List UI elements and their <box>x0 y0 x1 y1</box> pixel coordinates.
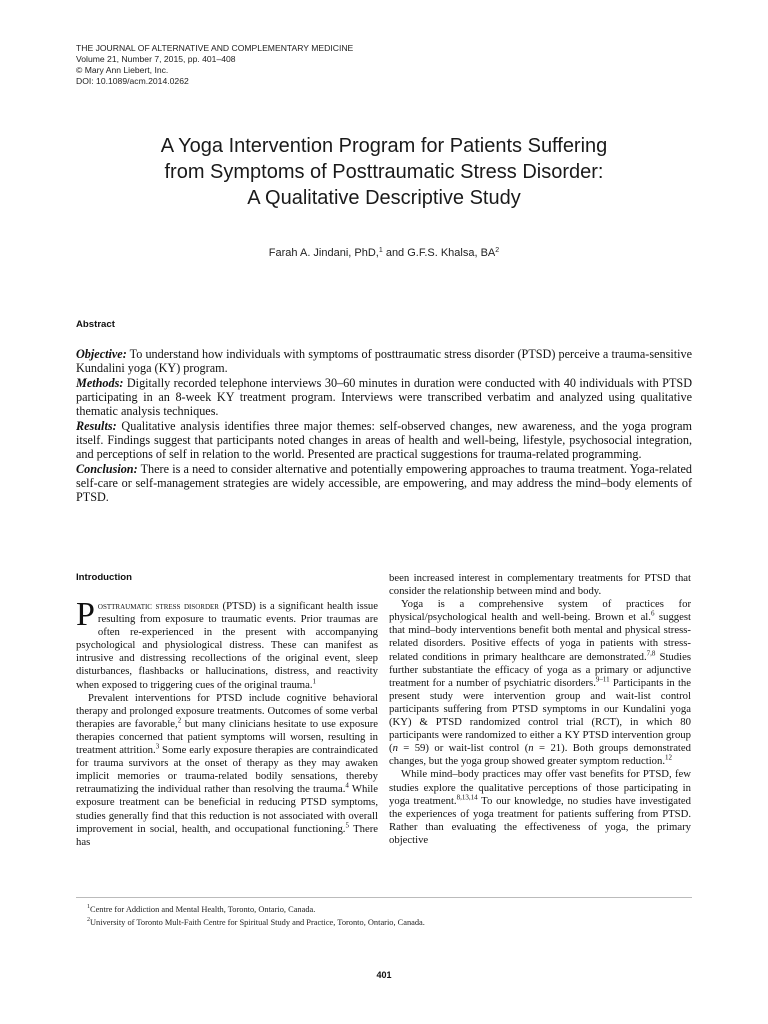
conclusion-text: There is a need to consider alternative and potentially empowering approaches to trauma treatment. Yoga-related self-care or self-management strategies are widely accessible, are empowering, and may address the mind–body elements of PTSD. <box>76 461 692 505</box>
intro-paragraph-3 <box>389 598 691 768</box>
methods-label: Methods: <box>76 375 124 390</box>
results-text: Qualitative analysis identifies three major themes: self-observed changes, new awareness, and the yoga program itself. Findings suggest that participants noted changes in areas of health and well-being, lifestyle, psychosocial integration, and perceptions of self in relation to the world. Presented are practical suggestions for trauma-related programming. <box>76 418 692 462</box>
right-column <box>389 572 691 847</box>
journal-doi: DOI: 10.1089/acm.2014.0262 <box>76 76 189 86</box>
intro-paragraph-cont: been increased interest in complementary treatments for PTSD that consider the relationship between mind and body. <box>389 572 691 598</box>
journal-name: THE JOURNAL OF ALTERNATIVE AND COMPLEMENTARY MEDICINE <box>76 43 354 53</box>
footnote-divider <box>76 897 692 898</box>
page-number: 401 <box>376 970 392 980</box>
citation: 8,13,14 <box>456 793 478 802</box>
intro-smallcaps: osttraumatic stress disorder <box>97 600 219 612</box>
introduction-heading: Introduction <box>76 572 132 583</box>
objective-text: To understand how individuals with symptoms of posttraumatic stress disorder (PTSD) perceive a trauma-sensitive Kundalini yoga (KY) program. <box>76 347 692 376</box>
drop-cap: P <box>76 596 95 633</box>
intro-p2-text-b: but many clinicians hesitate to use exposure therapies concerned that patient symptoms will worsen, resulting in treatment attrition. <box>76 717 378 757</box>
title-line-3: A Qualitative Descriptive Study <box>247 187 521 209</box>
citation: 5 <box>345 821 349 830</box>
sample-n: n <box>392 742 398 755</box>
author-1-affiliation: 1 <box>378 247 383 254</box>
footnote-marker: 2 <box>87 916 90 923</box>
footnote-marker: 1 <box>87 904 90 910</box>
results-label: Results: <box>76 418 117 433</box>
intro-r1-text-e: = 59) or wait-list control ( <box>397 742 529 755</box>
article-title <box>60 133 708 211</box>
methods-text: Digitally recorded telephone interviews 30–60 minutes in duration were conducted with 40 individuals with PTSD participating in an 8-week KY treatment program. Interviews were transcribed verbatim and analyzed using qualitative thematic analysis techniques. <box>76 375 692 419</box>
intro-paragraph-4 <box>389 768 691 847</box>
citation: 3 <box>155 742 160 751</box>
author-1: Farah A. Jindani, PhD, <box>268 247 379 259</box>
intro-p2-text-e: There has <box>76 822 378 848</box>
journal-publisher: © Mary Ann Liebert, Inc. <box>76 65 169 75</box>
conclusion-label: Conclusion: <box>76 461 138 476</box>
intro-r2-text-b: To our knowledge, no studies have investigated the experiences of yoga treatment for patients suffering from PTSD. Rather than evaluating the effectiveness of yoga, the primary objective <box>389 794 691 846</box>
title-line-2: from Symptoms of Posttraumatic Stress Disorder: <box>164 161 604 183</box>
intro-r1-text-f: = 21). Both groups demonstrated changes, but the yoga group showed greater symptom reduction. <box>389 742 691 768</box>
journal-header <box>76 43 596 87</box>
citation: 7,8 <box>646 649 656 657</box>
abstract-objective <box>76 347 692 376</box>
abstract-body <box>76 347 692 505</box>
citation: 2 <box>177 716 182 725</box>
citation: 1 <box>312 677 317 685</box>
intro-paragraph-2 <box>76 692 378 849</box>
intro-r1-text-b: suggest that mind–body interventions benefit both mental and physical stress-related disorders. Positive effects of yoga in patients with stress-related conditions in primary healthcare are demonstrated. <box>389 611 691 663</box>
intro-paragraph-1 <box>76 596 378 692</box>
intro-r1-text-c: Studies further substantiate the efficacy of yoga as a primary or adjunctive treatment for a number of psychiatric disorders. <box>389 650 691 689</box>
intro-p2-text-a: Prevalent interventions for PTSD include cognitive behavioral therapy and prolonged exposure treatments. Outcomes of some verbal therapies are favorable, <box>76 691 378 730</box>
intro-r1-text-a: Yoga is a comprehensive system of practices for physical/psychological health and well-being. Brown et al. <box>389 598 691 624</box>
citation: 6 <box>650 609 655 618</box>
author-2-affiliation: 2 <box>495 247 500 254</box>
sample-n: n <box>528 742 534 755</box>
intro-p2-text-c: Some early exposure therapies are contraindicated for trauma survivors at the onset of therapy as they may awaken implicit memories or trauma-related bodily sensations, thereby retraumatizing the individual rather than resolving the trauma. <box>76 744 378 796</box>
abstract-methods <box>76 376 692 419</box>
citation: 4 <box>345 781 349 790</box>
footnotes <box>87 902 687 928</box>
footnote-2-text: University of Toronto Mult-Faith Centre for Spiritual Study and Practice, Toronto, Ontario, Canada. <box>90 917 425 927</box>
footnote-1-text: Centre for Addiction and Mental Health, Toronto, Ontario, Canada. <box>90 904 316 914</box>
footnote-2 <box>87 915 687 928</box>
abstract-results <box>76 419 692 462</box>
abstract-heading: Abstract <box>76 319 115 330</box>
citation: 9–11 <box>595 675 610 684</box>
left-column <box>76 572 378 849</box>
title-line-1: A Yoga Intervention Program for Patients Suffering <box>160 135 608 157</box>
intro-p1-text: (PTSD) is a significant health issue resulting from exposure to traumatic events. Prior traumas are often re-experienced in the present with accompanying psychological and physiological distress. These can manifest as intrusive and distressing recollections of the original event, sleep disturbances, flashbacks or hallucinations, distress, and reactivity when exposed to triggering cues of the original trauma. <box>76 600 378 691</box>
objective-label: Objective: <box>76 347 127 361</box>
abstract-conclusion <box>76 462 692 505</box>
journal-volume: Volume 21, Number 7, 2015, pp. 401–408 <box>76 54 236 64</box>
author-2: and G.F.S. Khalsa, BA <box>382 247 496 259</box>
intro-p2-text-d: While exposure treatment can be beneficial in reducing PTSD symptoms, studies generally find that this reduction is not associated with overall improvement in social, health, and occupational functioning. <box>76 783 378 835</box>
author-line <box>60 247 708 259</box>
intro-r1-text-d: Participants in the present study were intervention group and wait-list control participants suffering from PTSD symptoms in our Kundalini yoga (KY) & PTSD randomized control trial (RCT), in which 80 participants were randomized to either a KY PTSD intervention group ( <box>389 676 692 755</box>
footnote-1 <box>87 902 687 915</box>
intro-r2-text-a: While mind–body practices may offer vast benefits for PTSD, few studies explore the qualitative perceptions of those participating in yoga treatment. <box>389 768 691 807</box>
citation: 12 <box>665 753 673 762</box>
